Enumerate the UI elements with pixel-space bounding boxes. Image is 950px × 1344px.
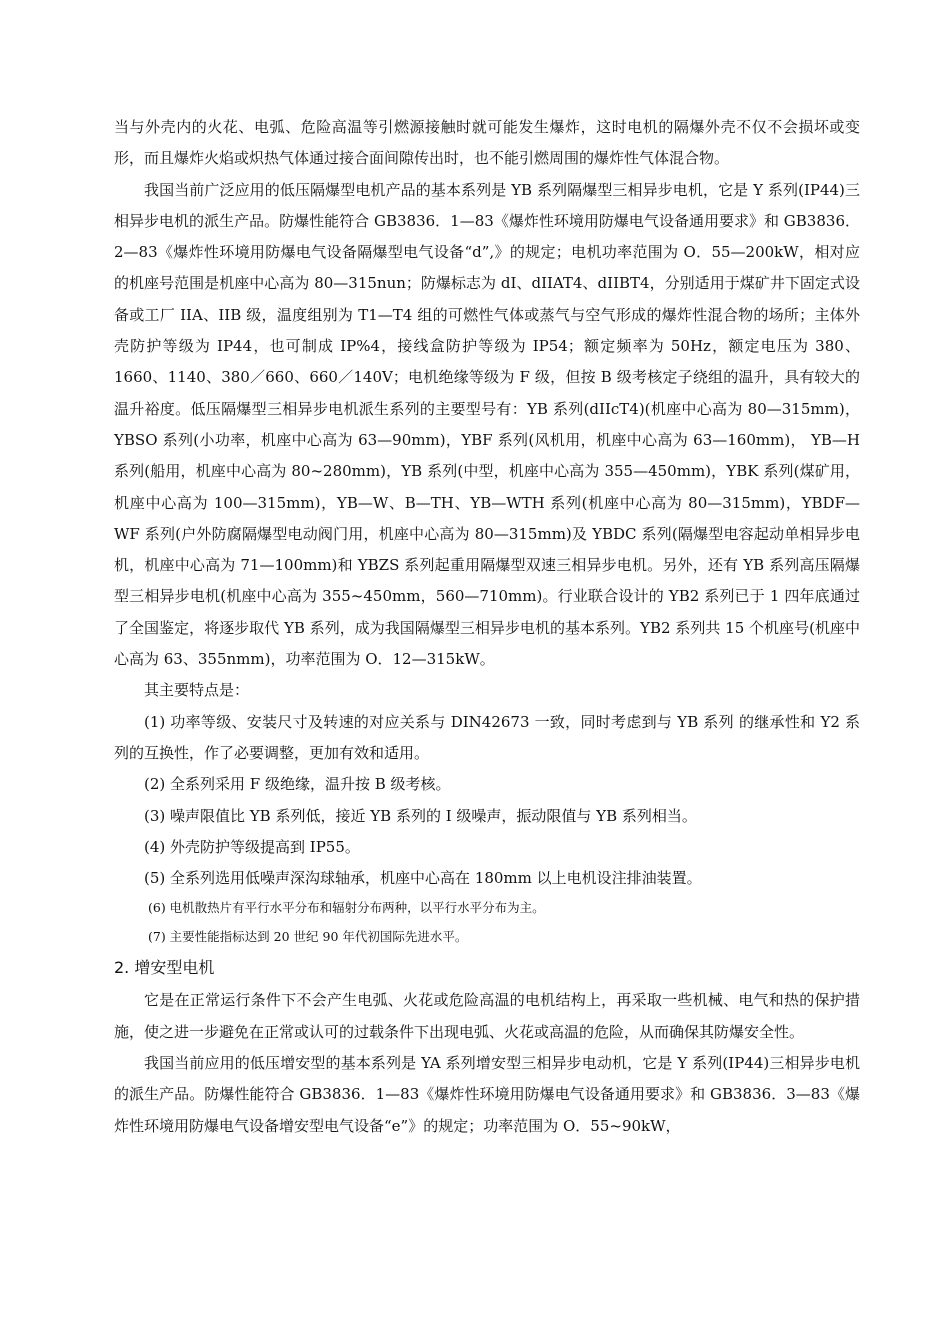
feature-item-1: (1) 功率等级、安装尺寸及转速的对应关系与 DIN42673 一致，同时考虑到与 YB 系列 的继承性和 Y2 系列的互换性，作了必要调整，更加有效和适用。 [114,712,860,762]
paragraph-ya-series: 我国当前应用的低压增安型的基本系列是 YA 系列增安型三相异步电动机，它是 Y 系列(IP44)三相异步电机的派生产品。防爆性能符合 GB3836．1—83《爆炸性环境用防爆电气设备通用要求》和 GB3836．3—83《爆炸性环境用防爆电气设备增安型电气设备“e”》的规定；功率范围为 O．55~90kW， [114,1054,860,1135]
paragraph-features-intro: 其主要特点是： [144,681,250,700]
feature-item-4: (4) 外壳防护等级提高到 IP55。 [144,837,360,856]
paragraph-explosion-proof-housing: 当与外壳内的火花、电弧、危险高温等引燃源接触时就可能发生爆炸，这时电机的隔爆外壳不仅不会损坏或变形，而且爆炸火焰或炽热气体通过接合面间隙传出时，也不能引燃周围的爆炸性气体混合物。 [114,118,860,168]
feature-item-3: (3) 噪声限值比 YB 系列低，接近 YB 系列的 I 级噪声，振动限值与 YB 系列相当。 [144,806,697,825]
feature-item-5: (5) 全系列选用低噪声深沟球轴承，机座中心高在 180mm 以上电机设注排油装置。 [144,869,702,888]
feature-item-6: (6) 电机散热片有平行水平分布和辐射分布两种，以平行水平分布为主。 [148,900,545,916]
feature-item-7: (7) 主要性能指标达到 20 世纪 90 年代初国际先进水平。 [148,928,468,944]
document-page [114,112,860,1142]
section-heading-increased-safety: 2. 增安型电机 [114,958,215,978]
feature-item-2: (2) 全系列采用 F 级绝缘，温升按 B 级考核。 [144,775,451,794]
paragraph-increased-safety-definition: 它是在正常运行条件下不会产生电弧、火花或危险高温的电机结构上，再采取一些机械、电气和热的保护措施，使之进一步避免在正常或认可的过载条件下出现电弧、火花或高温的危险，从而确保其防爆安全性。 [114,991,860,1041]
paragraph-yb-series: 我国当前广泛应用的低压隔爆型电机产品的基本系列是 YB 系列隔爆型三相异步电机，它是 Y 系列(IP44)三相异步电机的派生产品。防爆性能符合 GB3836．1—83《爆炸性环境用防爆电气设备通用要求》和 GB3836．2—83《爆炸性环境用防爆电气设备隔爆型电气设备“d”,》的规定；电机功率范围为 O．55—200kW，相对应的机座号范围是机座中心高为 80—315nun；防爆标志为 dI、dIIAT4、dIIBT4，分别适用于煤矿井下固定式设备或工厂 IIA、IIB 级，温度组别为 T1—T4 组的可燃性气体或蒸气与空气形成的爆炸性混合物的场所；主体外壳防护等级为 IP44，也可制成 IP%4，接线盒防护等级为 IP54；额定频率为 50Hz，额定电压为 380、1660、1140、380／660、660／140V；电机绝缘等级为 F 级，但按 B 级考核定子绕组的温升，具有较大的温升裕度。低压隔爆型三相异步电机派生系列的主要型号有：YB 系列(dIIcT4)(机座中心高为 80—315mm)，YBSO 系列(小功率，机座中心高为 63—90mm)，YBF 系列(风机用，机座中心高为 63—160mm)， YB—H 系列(船用，机座中心高为 80~280mm)，YB 系列(中型，机座中心高为 355—450mm)，YBK 系列(煤矿用，机座中心高为 100—315mm)，YB—W、B—TH、YB—WTH 系列(机座中心高为 80—315mm)，YBDF—WF 系列(户外防腐隔爆型电动阀门用，机座中心高为 80—315mm)及 YBDC 系列(隔爆型电容起动单相异步电机，机座中心高为 71—100mm)和 YBZS 系列起重用隔爆型双速三相异步电机。另外，还有 YB 系列高压隔爆型三相异步电机(机座中心高为 355~450mm，560—710mm)。行业联合设计的 YB2 系列已于 1 四年底通过了全国鉴定，将逐步取代 YB 系列，成为我国隔爆型三相异步电机的基本系列。YB2 系列共 15 个机座号(机座中心高为 63、355nmm)，功率范围为 O．12—315kW。 [114,180,860,669]
feature-list [114,707,860,952]
